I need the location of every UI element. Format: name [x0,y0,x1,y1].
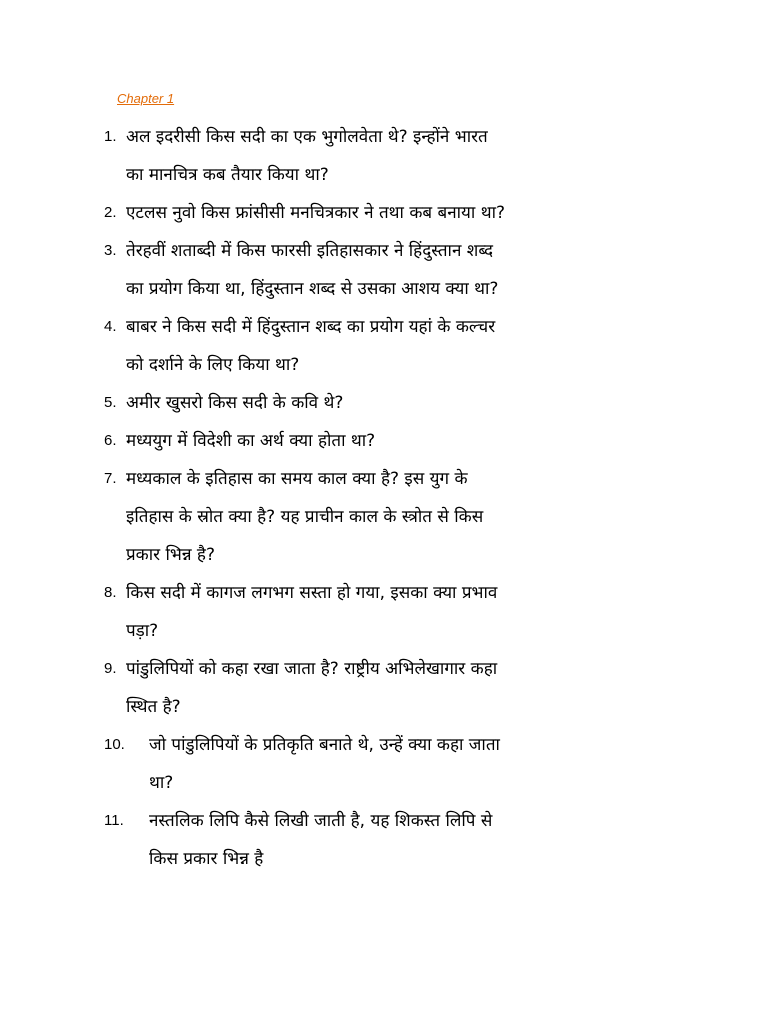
question-item [104,422,624,460]
question-text: जो पांडुलिपियों के प्रतिकृति बनाते थे, उन्हें क्या कहा जाता था? [149,735,500,793]
question-item [104,194,624,232]
question-number: 3. [104,242,117,259]
question-list [104,118,624,878]
question-item [104,232,624,308]
question-text: अल इदरीसी किस सदी का एक भुगोलवेता थे? इन्होंने भारत का मानचित्र कब तैयार किया था? [126,127,488,185]
question-item [104,308,624,384]
question-item [104,118,624,194]
question-number: 10. [104,736,125,753]
question-text: अमीर खुसरो किस सदी के कवि थे? [126,393,344,413]
question-number: 11. [104,812,124,829]
question-number: 9. [104,660,117,677]
question-text: मध्यकाल के इतिहास का समय काल क्या है? इस युग के इतिहास के स्रोत क्या है? यह प्राचीन काल के स्त्रोत से किस प्रकार भिन्न है? [126,469,484,565]
question-text: मध्ययुग में विदेशी का अर्थ क्या होता था? [126,431,376,451]
question-number: 2. [104,204,117,221]
question-number: 1. [104,128,117,145]
question-number: 4. [104,318,117,335]
question-number: 6. [104,432,117,449]
question-item [104,460,624,574]
question-text: किस सदी में कागज लगभग सस्ता हो गया, इसका क्या प्रभाव पड़ा? [126,583,498,641]
question-item [104,574,624,650]
question-item [104,726,624,802]
question-item [104,802,624,878]
question-text: बाबर ने किस सदी में हिंदुस्तान शब्द का प्रयोग यहां के कल्चर को दर्शाने के लिए किया था? [126,317,496,375]
question-text: पांडुलिपियों को कहा रखा जाता है? राष्ट्रीय अभिलेखागार कहा स्थित है? [126,659,498,717]
question-number: 5. [104,394,117,411]
chapter-heading: Chapter 1 [117,91,175,106]
question-number: 7. [104,470,117,487]
question-number: 8. [104,584,117,601]
question-item [104,650,624,726]
question-text: एटलस नुवो किस फ्रांसीसी मनचित्रकार ने तथा कब बनाया था? [126,203,506,223]
question-item [104,384,624,422]
question-text: तेरहवीं शताब्दी में किस फारसी इतिहासकार ने हिंदुस्तान शब्द का प्रयोग किया था, हिंदुस्तान शब्द से उसका आशय क्या था? [126,241,499,299]
question-text: नस्तलिक लिपि कैसे लिखी जाती है, यह शिकस्त लिपि से किस प्रकार भिन्न है [149,811,493,869]
